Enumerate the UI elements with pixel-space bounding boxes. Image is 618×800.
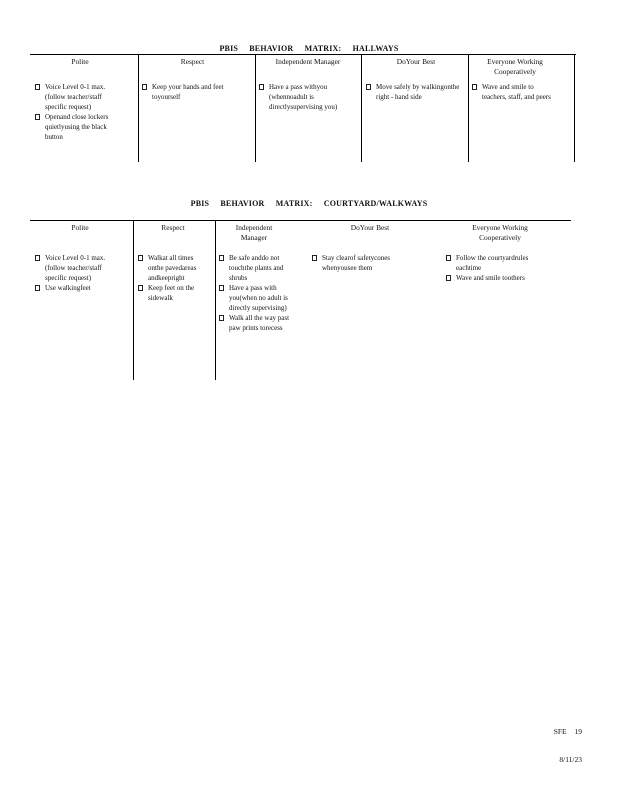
hallways-divider [255, 54, 256, 162]
hallways-cell-everyone-working [472, 82, 558, 102]
list-item: Have a pass with you(when no adult is directly supervising) [219, 283, 301, 313]
courtyard-cell-do-your-best [312, 253, 412, 273]
list-item: Stay clearof safetycones whenyousee them [312, 253, 412, 273]
checkbox-bullet-icon [35, 285, 40, 291]
checkbox-bullet-icon [35, 84, 40, 90]
list-item: Follow the courtyardrules eachtime [446, 253, 550, 273]
courtyard-cell-respect [138, 253, 204, 303]
checkbox-bullet-icon [142, 84, 147, 90]
hallways-cell-independent-manager [259, 82, 351, 112]
list-item: Walkat all times onthe pavedareas andkeepright [138, 253, 204, 283]
courtyard-col-everyone-working: Everyone Working Cooperatively [472, 223, 528, 242]
courtyard-title: PBIS BEHAVIOR MATRIX: COURTYARD/WALKWAYS [190, 199, 428, 208]
checkbox-bullet-icon [219, 285, 224, 291]
hallways-divider [138, 54, 139, 162]
list-item: Voice Level 0-1 max. (follow teacher/staff specific request) [35, 82, 120, 112]
courtyard-divider [133, 220, 134, 380]
checkbox-bullet-icon [312, 255, 317, 261]
courtyard-header-rule [30, 220, 571, 221]
hallways-title: PBIS BEHAVIOR MATRIX: HALLWAYS [219, 44, 399, 53]
checkbox-bullet-icon [35, 255, 40, 261]
list-item: Have a pass withyou (whennoadult is directlysupervising you) [259, 82, 351, 112]
hallways-col-do-your-best: DoYour Best [396, 57, 436, 66]
courtyard-col-independent-manager: Independent Manager [235, 223, 273, 242]
list-item: Use walkingfeet [35, 283, 119, 293]
courtyard-cell-independent-manager [219, 253, 301, 333]
courtyard-col-respect: Respect [161, 223, 185, 232]
courtyard-cell-everyone-working [446, 253, 550, 283]
checkbox-bullet-icon [366, 84, 371, 90]
hallways-divider [361, 54, 362, 162]
list-item: Wave and smile to teachers, staff, and peers [472, 82, 558, 102]
courtyard-col-do-your-best: DoYour Best [350, 223, 390, 232]
checkbox-bullet-icon [446, 275, 451, 281]
list-item: Openand close lockers quietlyusing the black button [35, 112, 120, 142]
hallways-col-independent-manager: Independent Manager [275, 57, 341, 66]
footer-date: 8/11/23 [559, 755, 582, 764]
hallways-col-everyone-working: Everyone Working Cooperatively [487, 57, 543, 76]
hallways-cell-respect [142, 82, 236, 102]
checkbox-bullet-icon [35, 114, 40, 120]
checkbox-bullet-icon [219, 315, 224, 321]
list-item: Voice Level 0-1 max. (follow teacher/staff specific request) [35, 253, 119, 283]
hallways-col-polite: Polite [71, 57, 89, 66]
hallways-divider [574, 54, 575, 162]
hallways-cell-polite [35, 82, 120, 142]
checkbox-bullet-icon [472, 84, 477, 90]
list-item: Keep your hands and feet toyourself [142, 82, 236, 102]
checkbox-bullet-icon [446, 255, 451, 261]
hallways-col-respect: Respect [180, 57, 205, 66]
hallways-cell-do-your-best [366, 82, 462, 102]
courtyard-col-polite: Polite [71, 223, 89, 232]
courtyard-cell-polite [35, 253, 119, 293]
hallways-divider [468, 54, 469, 162]
courtyard-divider [215, 220, 216, 380]
list-item: Walk all the way past paw prints torecess [219, 313, 301, 333]
list-item: Wave and smile toothers [446, 273, 550, 283]
list-item: Be safe anddo not touchthe plants and shrubs [219, 253, 301, 283]
hallways-header-rule [30, 54, 576, 55]
checkbox-bullet-icon [219, 255, 224, 261]
footer-code: SFE 19 [553, 727, 582, 736]
list-item: Keep feet on the sidewalk [138, 283, 204, 303]
checkbox-bullet-icon [259, 84, 264, 90]
checkbox-bullet-icon [138, 255, 143, 261]
checkbox-bullet-icon [138, 285, 143, 291]
list-item: Move safely by walkingonthe right - hand side [366, 82, 462, 102]
